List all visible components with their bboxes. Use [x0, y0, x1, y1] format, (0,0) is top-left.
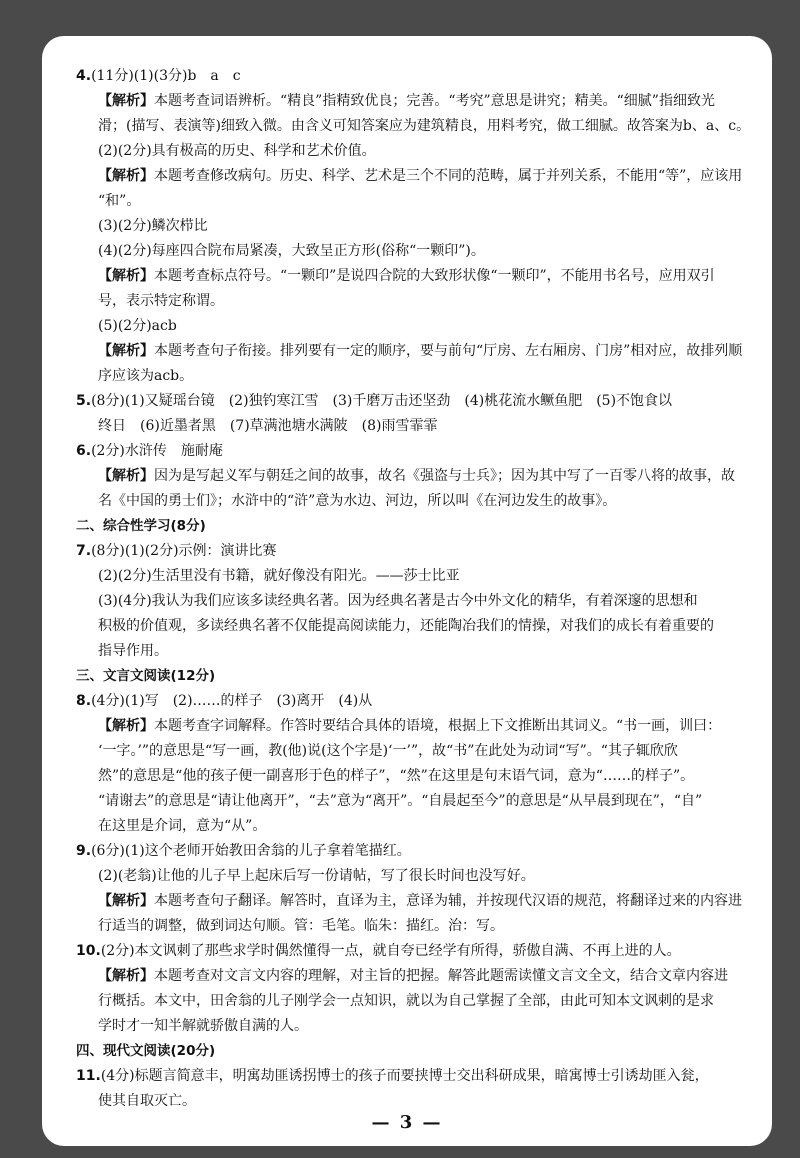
text-line — [76, 364, 756, 389]
question-number: 8. — [76, 693, 92, 709]
text-line — [76, 264, 756, 289]
answer-text-line: (2)(老翁)让他的儿子早上起床后写一份请帖，写了很长时间也没写好。 — [98, 868, 535, 884]
answer-text-line: 积极的价值观，多读经典名著不仅能提高阅读能力，还能陶冶我们的情操，对我们的成长有着重要的 — [98, 618, 714, 634]
text-line — [76, 814, 756, 839]
answer-text-line: 然”的意思是“他的孩子便一副喜形于色的样子”，“然”在这里是句末语气词，意为“……的样子”。 — [98, 768, 695, 784]
analysis-tag: 【解析】 — [98, 893, 154, 909]
answer-text-line: (4)(2分)每座四合院布局紧凑，大致呈正方形(俗称“一颗印”)。 — [98, 243, 485, 259]
text-line — [76, 514, 756, 539]
text-line — [76, 714, 756, 739]
analysis-tag: 【解析】 — [98, 268, 154, 284]
answer-text-line: ‘一字。’”的意思是“写一画，教(他)说(这个字是)‘一’”，故“书”在此处为动词“写”。“其子辄欣欣 — [98, 743, 678, 759]
text-line — [76, 1039, 756, 1064]
question-number: 6. — [76, 443, 92, 459]
answer-text — [76, 64, 756, 1114]
text-line — [76, 489, 756, 514]
analysis-tag: 【解析】 — [98, 168, 154, 184]
text-line — [76, 1014, 756, 1039]
answer-text-line: 使其自取灭亡。 — [98, 1093, 196, 1109]
question-number: 11. — [76, 1068, 101, 1084]
answer-text-line: “请谢去”的意思是“请让他离开”，“去”意为“离开”。“自晨起至今”的意思是“从早晨到现在”，“自” — [98, 793, 703, 809]
text-line — [76, 464, 756, 489]
text-line — [76, 639, 756, 664]
answer-text-line: 在这里是介词，意为“从”。 — [98, 818, 267, 834]
text-line — [76, 789, 756, 814]
text-line — [76, 339, 756, 364]
answer-page — [42, 36, 772, 1146]
answer-text-line: 因为是写起义军与朝廷之间的故事，故名《强盗与士兵》；因为其中写了一百零八将的故事，故 — [154, 468, 735, 484]
text-line — [76, 614, 756, 639]
answer-text-line: 本题考查字词解释。作答时要结合具体的语境，根据上下文推断出其词义。“书一画，训曰： — [154, 718, 722, 734]
text-line — [76, 214, 756, 239]
text-line — [76, 889, 756, 914]
text-line — [76, 914, 756, 939]
answer-text-line: 行适当的调整，做到词达句顺。管：毛笔。临朱：描红。治：写。 — [98, 918, 504, 934]
text-line — [76, 689, 756, 714]
text-line — [76, 839, 756, 864]
text-line — [76, 589, 756, 614]
text-line — [76, 864, 756, 889]
text-line — [76, 389, 756, 414]
answer-text-line: 本题考查句子翻译。解答时，直译为主，意译为辅，并按现代汉语的规范，将翻译过来的内容进 — [154, 893, 742, 909]
text-line — [76, 989, 756, 1014]
text-line — [76, 114, 756, 139]
text-line — [76, 964, 756, 989]
answer-text-line: 学时才一知半解就骄傲自满的人。 — [98, 1018, 308, 1034]
text-line — [76, 164, 756, 189]
answer-text-line: (6分)(1)这个老师开始教田舍翁的儿子拿着笔描红。 — [91, 843, 411, 859]
answer-text-line: 滑；(描写、表演等)细致入微。由含义可知答案应为建筑精良，用料考究，做工细腻。故答案为b、a、c。 — [98, 118, 751, 134]
answer-text-line: (8分)(1)(2分)示例：演讲比赛 — [91, 543, 277, 559]
section-heading: 三、文言文阅读(12分) — [76, 668, 216, 684]
analysis-tag: 【解析】 — [98, 93, 154, 109]
answer-text-line: 名《中国的勇士们》；水浒中的“浒”意为水边、河边，所以叫《在河边发生的故事》。 — [98, 493, 617, 509]
text-line — [76, 89, 756, 114]
answer-text-line: (2)(2分)生活里没有书籍，就好像没有阳光。——莎士比亚 — [98, 568, 460, 584]
answer-text-line: 终日 (6)近墨者黑 (7)草满池塘水满陂 (8)雨雪霏霏 — [98, 418, 438, 434]
text-line — [76, 539, 756, 564]
analysis-tag: 【解析】 — [98, 718, 154, 734]
answer-text-line: (11分)(1)(3分)b a c — [91, 68, 241, 84]
text-line — [76, 439, 756, 464]
answer-text-line: “和”。 — [98, 193, 141, 209]
question-number: 10. — [76, 943, 101, 959]
text-line — [76, 664, 756, 689]
text-line — [76, 764, 756, 789]
text-line — [76, 64, 756, 89]
answer-text-line: 本题考查句子衔接。排列要有一定的顺序，要与前句“厅房、左右厢房、门房”相对应，故排列顺 — [154, 343, 743, 359]
text-line — [76, 139, 756, 164]
section-heading: 四、现代文阅读(20分) — [76, 1043, 216, 1059]
answer-text-line: (3)(2分)鳞次栉比 — [98, 218, 208, 234]
text-line — [76, 1089, 756, 1114]
text-line — [76, 1064, 756, 1089]
answer-text-line: 本题考查标点符号。“一颗印”是说四合院的大致形状像“一颗印”，不能用书名号，应用双引 — [154, 268, 715, 284]
text-line — [76, 939, 756, 964]
answer-text-line: 本题考查对文言文内容的理解，对主旨的把握。解答此题需读懂文言文全文，结合文章内容进 — [154, 968, 728, 984]
answer-text-line: 本题考查词语辨析。“精良”指精致优良；完善。“考究”意思是讲究；精美。“细腻”指细致光 — [154, 93, 715, 109]
text-line — [76, 739, 756, 764]
question-number: 4. — [76, 68, 92, 84]
answer-text-line: 行概括。本文中，田舍翁的儿子刚学会一点知识，就以为自己掌握了全部，由此可知本文讽刺的是求 — [98, 993, 714, 1009]
answer-text-line: (3)(4分)我认为我们应该多读经典名著。因为经典名著是古今中外文化的精华，有着深邃的思想和 — [98, 593, 698, 609]
question-number: 9. — [76, 843, 92, 859]
text-line — [76, 414, 756, 439]
answer-text-line: 号，表示特定称谓。 — [98, 293, 224, 309]
analysis-tag: 【解析】 — [98, 468, 154, 484]
question-number: 5. — [76, 393, 92, 409]
answer-text-line: 指导作用。 — [98, 643, 168, 659]
text-line — [76, 564, 756, 589]
analysis-tag: 【解析】 — [98, 968, 154, 984]
text-line — [76, 239, 756, 264]
text-line — [76, 289, 756, 314]
answer-text-line: (8分)(1)又疑瑶台镜 (2)独钓寒江雪 (3)千磨万击还坚劲 (4)桃花流水鳜鱼肥 (5)不饱食以 — [91, 393, 673, 409]
answer-text-line: (5)(2分)acb — [98, 318, 177, 334]
answer-text-line: (4分)(1)写 (2)……的样子 (3)离开 (4)从 — [91, 693, 373, 709]
answer-text-line: (2分)水浒传 施耐庵 — [91, 443, 223, 459]
answer-text-line: 序应该为acb。 — [98, 368, 194, 384]
text-line — [76, 314, 756, 339]
answer-text-line: 本题考查修改病句。历史、科学、艺术是三个不同的范畴，属于并列关系，不能用“等”，应该用 — [154, 168, 743, 184]
analysis-tag: 【解析】 — [98, 343, 154, 359]
answer-text-line: (2分)本文讽刺了那些求学时偶然懂得一点，就自夸已经学有所得，骄傲自满、不再上进的人。 — [100, 943, 681, 959]
answer-text-line: (4分)标题言简意丰，明寓劫匪诱拐博士的孩子而要挟博士交出科研成果，暗寓博士引诱劫匪入瓮， — [100, 1068, 709, 1084]
page-number: — 3 — — [371, 1112, 443, 1133]
question-number: 7. — [76, 543, 92, 559]
section-heading: 二、综合性学习(8分) — [76, 518, 206, 534]
text-line — [76, 189, 756, 214]
answer-text-line: (2)(2分)具有极高的历史、科学和艺术价值。 — [98, 143, 376, 159]
